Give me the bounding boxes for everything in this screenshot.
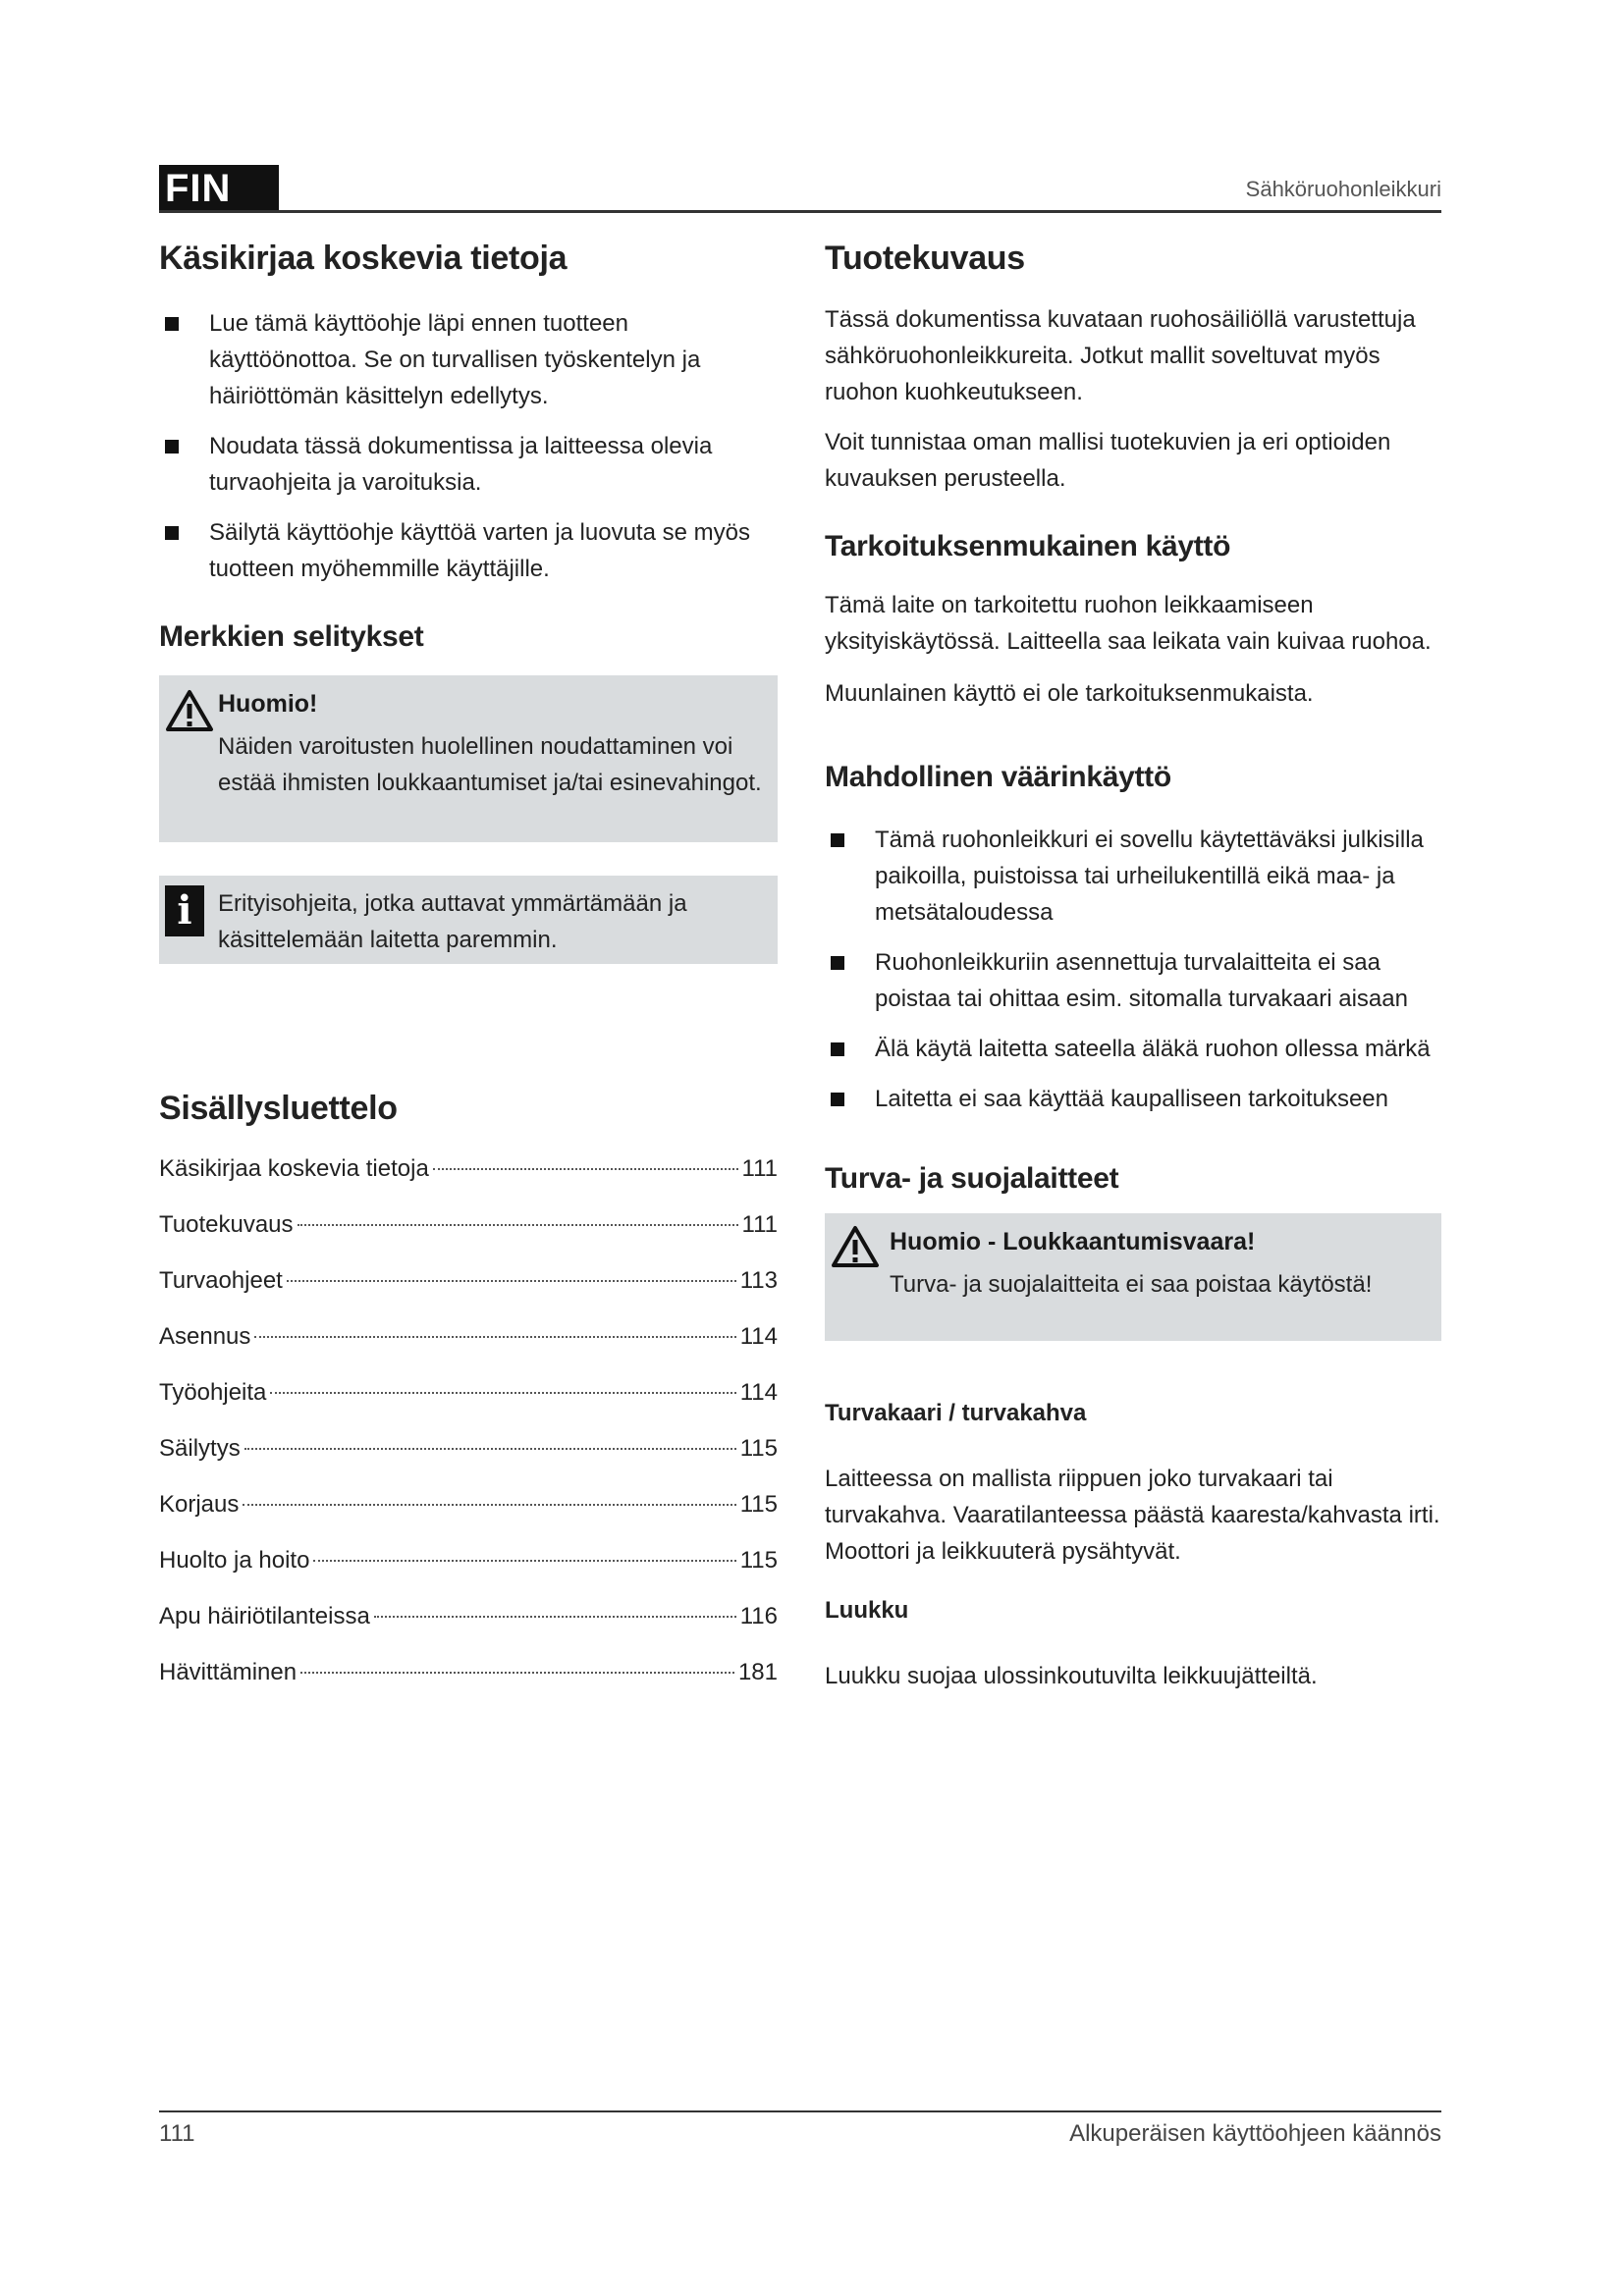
safety-warning-title: Huomio - Loukkaantumisvaara! <box>890 1228 1256 1255</box>
list-item: Noudata tässä dokumentissa ja laitteessa olevia turvaohjeita ja varoituksia. <box>159 428 778 501</box>
safety-warning-text: Turva- ja suojalaitteita ei saa poistaa käytöstä! <box>890 1271 1373 1298</box>
warning-title: Huomio! <box>218 690 318 718</box>
product-paragraph-1: Tässä dokumentissa kuvataan ruohosäiliöllä varustettuja sähköruohonleikkureita. Jotkut mallit soveltuvat myös ruohon kuohkeutukseen. <box>825 306 1416 405</box>
safety-warning-note <box>825 1213 1441 1341</box>
warning-triangle-icon <box>831 1225 880 1268</box>
list-item: Säilytä käyttöohje käyttöä varten ja luovuta se myös tuotteen myöhemmille käyttäjille. <box>159 514 778 587</box>
page-number: 111 <box>159 2120 195 2147</box>
left-column <box>159 236 778 1715</box>
toc-entry[interactable]: Hävittäminen 181 <box>159 1659 778 1685</box>
intended-use-paragraph-2: Muunlainen käyttö ei ole tarkoituksenmukaista. <box>825 680 1314 707</box>
toc-entry[interactable]: Työohjeita 114 <box>159 1379 778 1406</box>
list-item: Ruohonleikkuriin asennettuja turvalaitteita ei saa poistaa tai ohittaa esim. sitomalla turvakaari aisaan <box>825 944 1441 1017</box>
info-icon: i <box>165 885 204 936</box>
info-text: Erityisohjeita, jotka auttavat ymmärtämään ja käsittelemään laitetta paremmin. <box>218 890 687 953</box>
bullet-square-icon <box>165 317 179 331</box>
list-item: Lue tämä käyttöohje läpi ennen tuotteen käyttöönottoa. Se on turvallisen työskentelyn ja häiriöttömän käsittelyn edellytys. <box>159 305 778 414</box>
toc-entry[interactable]: Huolto ja hoito 115 <box>159 1547 778 1574</box>
info-note <box>159 876 778 964</box>
misuse-heading: Mahdollinen väärinkäyttö <box>825 761 1171 793</box>
manual-info-list <box>159 305 778 587</box>
misuse-list <box>825 822 1441 1117</box>
product-paragraph-2: Voit tunnistaa oman mallisi tuotekuvien ja eri optioiden kuvauksen perusteella. <box>825 429 1391 492</box>
toc-entry[interactable]: Tuotekuvaus 111 <box>159 1211 778 1238</box>
symbols-heading: Merkkien selitykset <box>159 620 424 653</box>
safety-devices-heading: Turva- ja suojalaitteet <box>825 1162 1119 1195</box>
toc-entry[interactable]: Käsikirjaa koskevia tietoja 111 <box>159 1155 778 1182</box>
language-badge: FIN <box>159 165 279 212</box>
bullet-square-icon <box>831 1093 844 1106</box>
list-item: Laitetta ei saa käyttää kaupalliseen tarkoitukseen <box>825 1081 1441 1117</box>
bullet-square-icon <box>165 526 179 540</box>
warning-note <box>159 675 778 842</box>
bullet-square-icon <box>831 956 844 970</box>
bullet-square-icon <box>831 1042 844 1056</box>
toc-entry[interactable]: Säilytys 115 <box>159 1435 778 1462</box>
toc-entry[interactable]: Apu häiriötilanteissa 116 <box>159 1603 778 1629</box>
intended-use-heading: Tarkoituksenmukainen käyttö <box>825 530 1231 562</box>
manual-info-heading: Käsikirjaa koskevia tietoja <box>159 240 568 277</box>
safety-bar-text: Laitteessa on mallista riippuen joko turvakaari tai turvakahva. Vaaratilanteessa päästä kaaresta/kahvasta irti. Moottori ja leikkuuterä pysähtyvät. <box>825 1466 1440 1565</box>
intended-use-paragraph-1: Tämä laite on tarkoitettu ruohon leikkaamiseen yksityiskäytössä. Laitteella saa leikata vain kuivaa ruohoa. <box>825 592 1432 655</box>
toc-list <box>159 1155 778 1715</box>
bullet-square-icon <box>831 833 844 847</box>
list-item: Tämä ruohonleikkuri ei sovellu käytettäväksi julkisilla paikoilla, puistoissa tai urheilukentillä eikä maa- ja metsätaloudessa <box>825 822 1441 931</box>
list-item: Älä käytä laitetta sateella äläkä ruohon ollessa märkä <box>825 1031 1441 1067</box>
warning-triangle-icon <box>165 689 214 732</box>
hatch-text: Luukku suojaa ulossinkoutuvilta leikkuujätteiltä. <box>825 1663 1318 1689</box>
toc-entry[interactable]: Asennus 114 <box>159 1323 778 1350</box>
safety-bar-heading: Turvakaari / turvakahva <box>825 1400 1087 1426</box>
product-heading: Tuotekuvaus <box>825 240 1025 277</box>
footer-rule <box>159 2110 1441 2112</box>
toc-heading: Sisällysluettelo <box>159 1090 398 1127</box>
right-column <box>825 236 1441 1694</box>
header-title: Sähköruohonleikkuri <box>1245 177 1441 201</box>
toc-entry[interactable]: Korjaus 115 <box>159 1491 778 1518</box>
bullet-square-icon <box>165 440 179 454</box>
header-rule <box>159 210 1441 213</box>
toc-entry[interactable]: Turvaohjeet 113 <box>159 1267 778 1294</box>
warning-text: Näiden varoitusten huolellinen noudattaminen voi estää ihmisten loukkaantumiset ja/tai esinevahingot. <box>218 733 762 796</box>
hatch-heading: Luukku <box>825 1597 909 1624</box>
footer-note: Alkuperäisen käyttöohjeen käännös <box>1069 2120 1441 2147</box>
